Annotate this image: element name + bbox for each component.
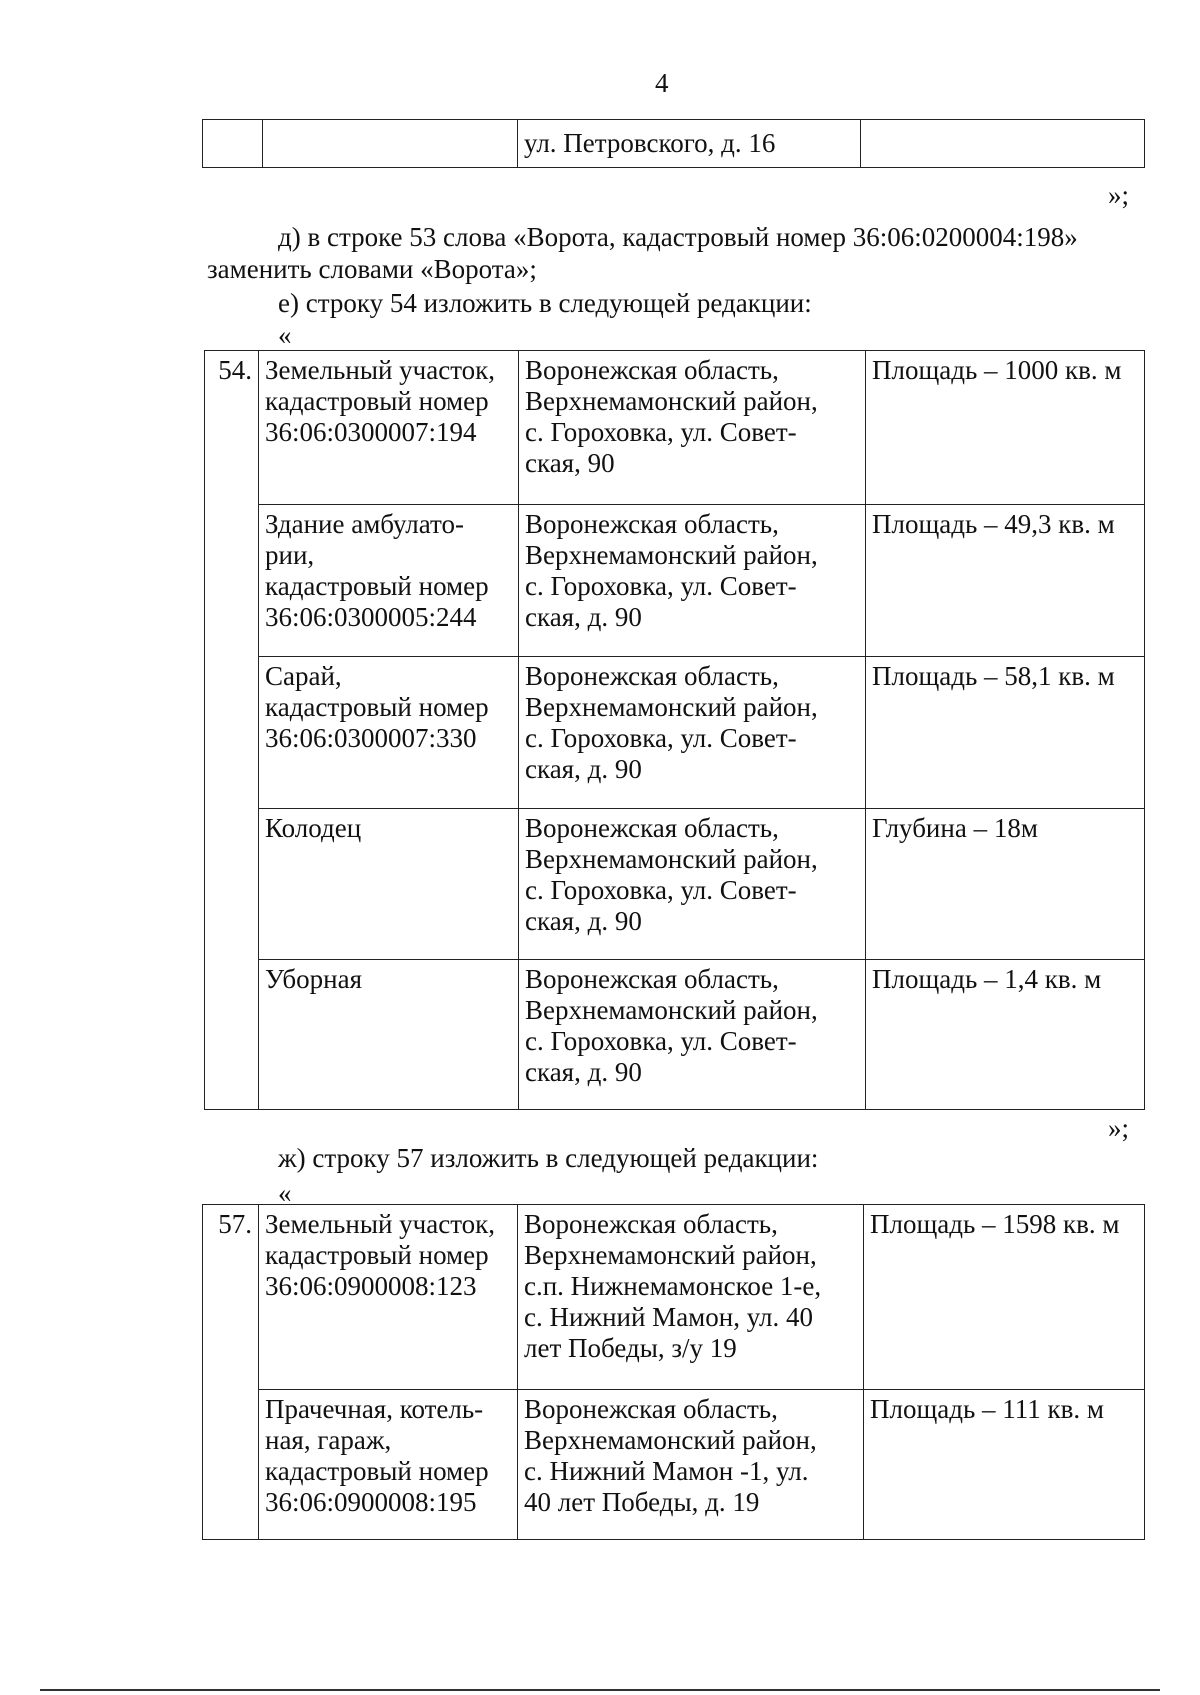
object-name-cell: Колодец [259, 809, 519, 960]
top-table-fragment [202, 119, 1145, 168]
table-row [203, 1390, 1145, 1540]
table-cell [263, 120, 518, 168]
paragraph-e: е) строку 54 изложить в следующей редакции: [278, 288, 812, 318]
object-name-cell: Прачечная, котель- ная, гараж, кадастровый номер 36:06:0900008:195 [259, 1390, 518, 1540]
row-number: 54. [205, 351, 259, 1110]
table-row [205, 657, 1145, 809]
scan-edge-line [40, 1689, 1160, 1691]
address-cell: Воронежская область, Верхнемамонский район, с. Гороховка, ул. Совет- ская, 90 [519, 351, 866, 505]
address-cell: Воронежская область, Верхнемамонский район, с. Гороховка, ул. Совет- ская, д. 90 [519, 960, 866, 1110]
address-cell: Воронежская область, Верхнемамонский район, с. Гороховка, ул. Совет- ская, д. 90 [519, 505, 866, 657]
table-row [205, 809, 1145, 960]
address-cell: Воронежская область, Верхнемамонский район, с. Гороховка, ул. Совет- ская, д. 90 [519, 657, 866, 809]
table-cell [861, 120, 1145, 168]
closing-quote: »; [1108, 1113, 1130, 1143]
paragraph-zh: ж) строку 57 изложить в следующей редакции: [278, 1143, 819, 1173]
table-row-57 [202, 1204, 1145, 1540]
table-row-54 [204, 350, 1145, 1110]
row-number: 57. [203, 1205, 259, 1540]
spec-cell: Площадь – 49,3 кв. м [866, 505, 1145, 657]
address-cell: ул. Петровского, д. 16 [518, 120, 861, 168]
opening-quote: « [278, 320, 292, 350]
object-name-cell: Земельный участок, кадастровый номер 36:06:0300007:194 [259, 351, 519, 505]
spec-cell: Площадь – 1598 кв. м [864, 1205, 1145, 1390]
paragraph-d-line2: заменить словами «Ворота»; [207, 254, 537, 284]
spec-cell: Площадь – 1000 кв. м [866, 351, 1145, 505]
address-cell: Воронежская область, Верхнемамонский район, с.п. Нижнемамонское 1-е, с. Нижний Мамон, ул. 40 лет Победы, з/у 19 [518, 1205, 864, 1390]
address-cell: Воронежская область, Верхнемамонский район, с. Гороховка, ул. Совет- ская, д. 90 [519, 809, 866, 960]
address-cell: Воронежская область, Верхнемамонский район, с. Нижний Мамон -1, ул. 40 лет Победы, д. 19 [518, 1390, 864, 1540]
table-cell [203, 120, 263, 168]
object-name-cell: Сарай, кадастровый номер 36:06:0300007:330 [259, 657, 519, 809]
page-number: 4 [655, 68, 669, 98]
table-row [205, 960, 1145, 1110]
closing-quote: »; [1108, 180, 1130, 210]
object-name-cell: Здание амбулато- рии, кадастровый номер 36:06:0300005:244 [259, 505, 519, 657]
object-name-cell: Уборная [259, 960, 519, 1110]
table-row [205, 351, 1145, 505]
opening-quote: « [278, 1178, 292, 1208]
spec-cell: Площадь – 111 кв. м [864, 1390, 1145, 1540]
table-row [203, 120, 1145, 168]
spec-cell: Площадь – 58,1 кв. м [866, 657, 1145, 809]
table-row [203, 1205, 1145, 1390]
paragraph-d-line1: д) в строке 53 слова «Ворота, кадастровый номер 36:06:0200004:198» [278, 222, 1078, 252]
spec-cell: Глубина – 18м [866, 809, 1145, 960]
object-name-cell: Земельный участок, кадастровый номер 36:06:0900008:123 [259, 1205, 518, 1390]
spec-cell: Площадь – 1,4 кв. м [866, 960, 1145, 1110]
table-row [205, 505, 1145, 657]
